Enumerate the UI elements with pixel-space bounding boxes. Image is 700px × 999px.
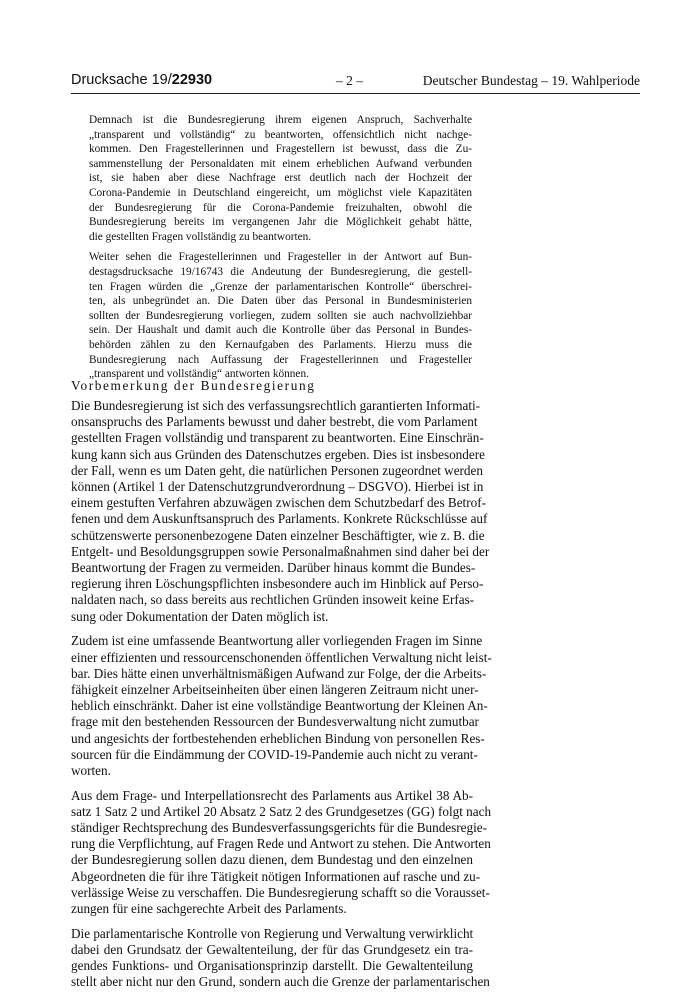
publisher-label: Deutscher Bundestag – 19. Wahlperiode — [422, 73, 640, 88]
text-line: Bundesregierung nach Auffassung der Fragestellerinnen und Fragesteller — [89, 353, 472, 366]
text-line: destagsdrucksache 19/16743 die Andeutung der Bundesregierung, die gestell- — [89, 265, 472, 278]
text-line: ten, als unbegründet an. Die Daten über das Personal in Bundesministerien — [89, 295, 472, 308]
text-line: Weiter sehen die Fragestellerinnen und Fragesteller in der Antwort auf Bun- — [89, 251, 472, 264]
text-line: fähigkeit einzelner Arbeitseinheiten über einen längeren Zeitraum nicht uner- — [71, 681, 479, 697]
text-line: satz 1 Satz 2 und Artikel 20 Absatz 2 Satz 2 des Grundgesetzes (GG) folgt nach — [71, 803, 492, 819]
text-line: kommen. Den Fragestellerinnen und Fragestellern ist bewusst, dass die Zu- — [89, 143, 472, 156]
text-line: der Bundesregierung sollen dazu dienen, dem Bundestag und den einzelnen — [71, 852, 473, 868]
text-line: verlässige Weise zu verschaffen. Die Bundesregierung schafft so die Vorausset- — [71, 884, 490, 900]
text-line: rung die Verpflichtung, auf Fragen Rede und Antwort zu stehen. Die Antworten — [71, 836, 491, 852]
header-divider — [71, 93, 640, 94]
text-line: sourcen für die Eindämmung der COVID-19-Pandemie auch nicht zu verant- — [71, 746, 478, 762]
text-line: ständiger Rechtsprechung des Bundesverfassungsgerichts für die Bundesregie- — [71, 820, 488, 836]
page-header — [71, 71, 640, 91]
text-line: sollten der Bundesregierung vorliegen, zudem sollten sie auch nachvollziehbar — [89, 309, 472, 322]
text-line: naldaten nach, so dass bereits aus rechtlichen Gründen insoweit keine Erfas- — [71, 592, 475, 608]
page-number: – 2 – — [336, 73, 363, 88]
text-line: gendes Funktions- und Organisationsprinzip darstellt. Die Gewaltenteilung — [71, 958, 473, 974]
text-line: „transparent und vollständig“ antworten können. — [89, 368, 309, 381]
text-line: zungen für eine sachgerechte Arbeit des Parlaments. — [71, 901, 347, 917]
text-line: Aus dem Frage- und Interpellationsrecht des Parlaments aus Artikel 38 Ab- — [71, 787, 473, 803]
text-line: frage mit den bestehenden Ressourcen der Bundesverwaltung nicht zumutbar — [71, 714, 479, 730]
text-line: einem gestuften Verfahren abzuwägen zwischen dem Schutzbedarf des Betrof- — [71, 495, 486, 511]
text-line: können (Artikel 1 der Datenschutzgrundverordnung – DSGVO). Hierbei ist in — [71, 479, 484, 495]
document-number-prefix: 19/ — [151, 72, 172, 88]
body-paragraph — [71, 925, 490, 991]
text-line: Beantwortung der Fragen zu vermeiden. Darüber hinaus kommt die Bundes- — [71, 560, 476, 576]
text-line: behörden zählen zu den Kernaufgaben des Parlaments. Hierzu muss die — [89, 338, 472, 351]
text-line: bar. Dies hätte einen unverhältnismäßigen Aufwand zur Folge, der die Arbeits- — [71, 665, 487, 681]
text-line: sein. Der Haushalt und damit auch die Kontrolle über das Personal in Bundes- — [89, 324, 472, 337]
text-line: Entgelt- und Besoldungsgruppen sowie Personalmaßnahmen sind daher bei der — [71, 543, 490, 559]
text-line: der Bundesregierung für die Corona-Pandemie freizuhalten, obwohl die — [89, 201, 472, 214]
document-number-bold: 22930 — [171, 72, 213, 88]
text-line: „transparent und vollständig“ zu beantworten, offensichtlich nicht nachge- — [89, 128, 472, 141]
text-line: sung oder Dokumentation der Daten möglich ist. — [71, 608, 329, 624]
text-line: ist, sie haben aber diese Nachfrage erst deutlich nach der Hochzeit der — [89, 172, 472, 185]
text-line: Bundesregierung bereits im vergangenen Jahr die Möglichkeit gehabt hätte, — [89, 216, 472, 229]
text-line: fenen und dem Auskunftsanspruch des Parlaments. Konkrete Rückschlüsse auf — [71, 511, 488, 527]
document-number — [71, 71, 212, 89]
text-line: onsanspruchs des Parlaments bewusst und daher bestrebt, die vom Parlament — [71, 414, 478, 430]
document-label: Drucksache — [71, 72, 148, 88]
text-line: schützenswerte personenbezogene Daten einzelner Beschäftigter, wie z. B. die — [71, 527, 485, 543]
text-line: stellt aber nicht nur den Grund, sondern auch die Grenze der parlamentarischen — [71, 974, 490, 990]
text-line: dabei den Grundsatz der Gewaltenteilung, der für das Grundgesetz ein tra- — [71, 942, 473, 957]
text-line: und angesichts der fortbestehenden erheblichen Bindung von personellen Res- — [71, 730, 485, 746]
text-line: worten. — [71, 762, 111, 778]
quoted-block — [89, 113, 472, 388]
quote-paragraph — [89, 113, 472, 244]
body-text — [71, 398, 492, 999]
section-heading: Vorbemerkung der Bundesregierung — [71, 378, 316, 393]
text-line: ten Fragen würden die „Grenze der parlamentarischen Kontrolle“ überschrei- — [89, 280, 472, 293]
text-line: Corona-Pandemie in Deutschland eingereicht, um möglichst viele Kapazitäten — [89, 186, 472, 199]
body-paragraph — [71, 633, 492, 779]
text-line: Demnach ist die Bundesregierung ihrem eigenen Anspruch, Sachverhalte — [89, 114, 472, 126]
text-line: kung kann sich aus Gründen des Datenschutzes ergeben. Dies ist insbesondere — [71, 446, 485, 462]
text-line: die gestellten Fragen vollständig zu beantworten. — [89, 230, 312, 243]
body-paragraph — [71, 398, 490, 625]
text-line: Zudem ist eine umfassende Beantwortung aller vorliegenden Fragen im Sinne — [71, 633, 483, 649]
text-line: regierung ihren Löschungspflichten insbesondere auch im Hinblick auf Perso- — [71, 576, 484, 592]
text-line: gestellten Fragen vollständig und transparent zu beantworten. Eine Einschrän- — [71, 430, 484, 446]
text-line: Die Bundesregierung ist sich des verfassungsrechtlich garantierten Informati- — [71, 398, 481, 413]
text-line: Abgeordneten die für ihre Tätigkeit nötigen Informationen auf rasche und zu- — [71, 868, 481, 884]
text-line: der Fall, wenn es um Daten geht, die natürlichen Personen zugeordnet werden — [71, 462, 483, 478]
text-line: heblich einschränkt. Daher ist eine vollständige Beantwortung der Kleinen An- — [71, 698, 488, 714]
text-line: Die parlamentarische Kontrolle von Regierung und Verwaltung verwirklicht — [71, 925, 474, 941]
text-line: sammenstellung der Personaldaten mit einem erheblichen Aufwand verbunden — [89, 157, 472, 170]
quote-paragraph — [89, 250, 472, 381]
text-line: einer effizienten und ressourcenschonenden öffentlichen Verwaltung nicht leist- — [71, 649, 492, 665]
body-paragraph — [71, 787, 492, 918]
